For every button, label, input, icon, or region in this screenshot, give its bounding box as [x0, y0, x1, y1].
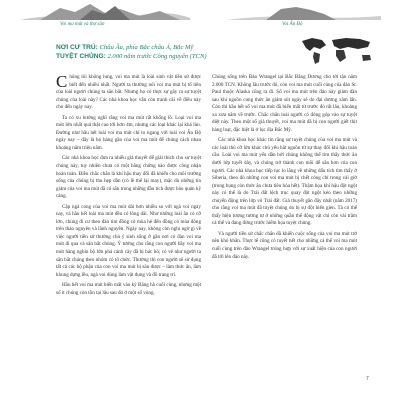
paragraph: Các nhà khoa học đưa ra nhiều giả thuyết để giải thích cho sự tuyệt chủng này, tuy nhiên chưa có một bằng chứng nào được công nhận hoàn toàn. Điều chắc chắn là khí hậu thay đổi đã khiến cho môi trường sống của chúng bị thu hẹp dần (có lẽ thế lại may), mặc dù những tín giảm của voi ma mút đã có sẵn trong những đầu tích được bảo quản kỹ càng.: [56, 155, 201, 200]
top-illustrations: [0, 0, 400, 34]
paragraph: Các nhà khoa học khác tin rằng sự tuyệt chủng của voi ma mút và các loài thú cỡ lớn khác chủ yếu bắt nguồn từ sự thay đổi khí hậu toàn cầu. Loài voi ma mút yếu dần bởi chúng không thể tìm thấy thức ăn dưới lớp tuyết dày, và chúng trở thành con mồi dễ săn hơn của con người. Các nhà khoa học tiếp tục lo lắng về những dấu tích tìm thấy ở Siberia, theo đó những con voi ma mút bị chết cóng chỉ trong vài giờ (trong bụng còn thức ăn chưa tiêu hóa hết). Thậm họa khí hậu đột ngột này có thể là do Trái đất lệch trục quay đột ngột kéo theo những chuyển động trên lớp vỏ Trái đất. Giả thuyết gần đây nhất (năm 2017) cho rằng voi ma mút đã tuyệt chủng do bị sự đột biến gien. Tà có thể thấy hiện tượng tương tự ở những quần thể động vật chỉ còn vài trăm cá thể và đang đứng trước hiểm họa tuyệt chủng.: [212, 137, 357, 227]
habitat-label: NƠI CƯ TRÚ:: [56, 44, 98, 51]
world-distribution-map: [298, 35, 378, 65]
extinct-label: TUYỆT CHỦNG:: [56, 53, 106, 60]
caption-indian-elephant: Voi Ấn Độ: [282, 22, 303, 27]
habitat-line: [56, 43, 207, 52]
extinct-value: 2.000 năm trước Công nguyên (TCN): [107, 53, 207, 60]
paragraph: Hầu hết voi ma mút biến mất vào kỷ Băng hà cuối cùng, nhưng một số ít chúng còn tồn tại lâu sau đó ở một số vùng.: [56, 282, 201, 296]
paragraph: Và người tiền sử chắc chắn đã khiến cuộc sống của voi ma mút trở nên khó khăn. Thực tế cũng có tuyết tiết cho những cá thể voi ma mút cuối cùng trên đảo Wrangel trúng hợp với sự xuất hiện của con người đã tới lên đảo này.: [212, 230, 357, 260]
indian-elephant-illustration: [226, 0, 381, 20]
article-column-right: [212, 74, 357, 264]
page-number: 7: [366, 376, 369, 382]
article-column-left: [56, 74, 201, 300]
paragraph: [56, 74, 201, 112]
extinct-line: [56, 52, 207, 61]
paragraph: Cặp ngà cong của voi ma mút dài hơn nhiều so với ngà voi ngày nay, và hầu hết loài ma mút đều có lông dài. Như những loài ăn cỏ cỡ lớn, chúng đi cư theo đàn tìm đồng cỏ mùa hè đến đồng cỏ mùa đông trên thảo nguyên và lãnh nguyên. Ngày nay, không còn nghi ngờ gì về việc người tiền sử thường chủ ý sinh sống ở gần nơi có đàn voi ma mút đi qua và săn bắt chúng. Ý tưởng cho rằng con người bầy voi ma mút hàng nghìn bộ lớn phá cánh cây đã bị bác bỏ; có vẻ như người ta săn bắt chúng theo nhóm có tổ chức. Thường thì con người sẽ sử dụng tất cả các bộ phận của con voi ma mút bị săn được – làm thức ăn, làm khung dựng lều, ngà voi dùng làm vật dụng và đồ trang trí.: [56, 203, 201, 278]
paragraph-text: húng tôi không lung, voi ma mút là loài sinh vật tiền sử được biết đến nhiều nhất. Người ta thường nói voi ma mút bị tổ tiên của loài người chúng ta săn bắt. Nhưng họ có thực sự gây ra sự tuyệt chủng của loài này? Các nhà khoa học vẫn còn tranh cãi về điều này cho đến ngày nay.: [56, 74, 201, 111]
habitat-value: Châu Âu, phía Bắc châu Á, Bắc Mỹ: [99, 44, 194, 51]
drop-cap: C: [56, 72, 68, 91]
paragraph: Chúng sống trên Đảo Wrangel tại Bắc Băng Dương cho tới tận năm 2.000 TCN. Không lâu trước đó, còn voi ma mút cuối cùng của đảo St. Paul thuộc Alaska cũng ra đi. Số voi ma mút trên đảo này giảm dần sau khi nguồn cung thức ăn giảm sút ngày sẽ do đại dương xâm lấn. Còn thì hầu hết số voi ma mút đã biến mất từ trước đó rất lâu, khoảng xa xưa năm về trước. Chắc chắn loài người có đóng góp vào sự tuyệt diệt này. Theo một số giả thuyết, voi ma mút đã bị con người giết thịt hàng loạt, đặc biệt là ở lục địa Bắc Mỹ.: [212, 74, 357, 133]
species-info: [56, 43, 207, 61]
paragraph: Ta có xu hướng nghĩ rằng voi ma mút rất khổng lồ. Loại voi ma mút lớn nhất quả thật cao tới hơn 4m, nhưng các loại khác lại khá lùn. Đường như hầu hết loài voi ma mút chỉ to ngang với loài voi Ấn Độ ngày nay – đây là họ hàng gần của voi ma mút để chúng cách nhau khoảng năm triệu năm.: [56, 114, 201, 151]
mammoth-hunters-illustration: [20, 0, 190, 20]
caption-mammoth-hunters: Voi ma mút và thợ săn: [60, 22, 105, 27]
